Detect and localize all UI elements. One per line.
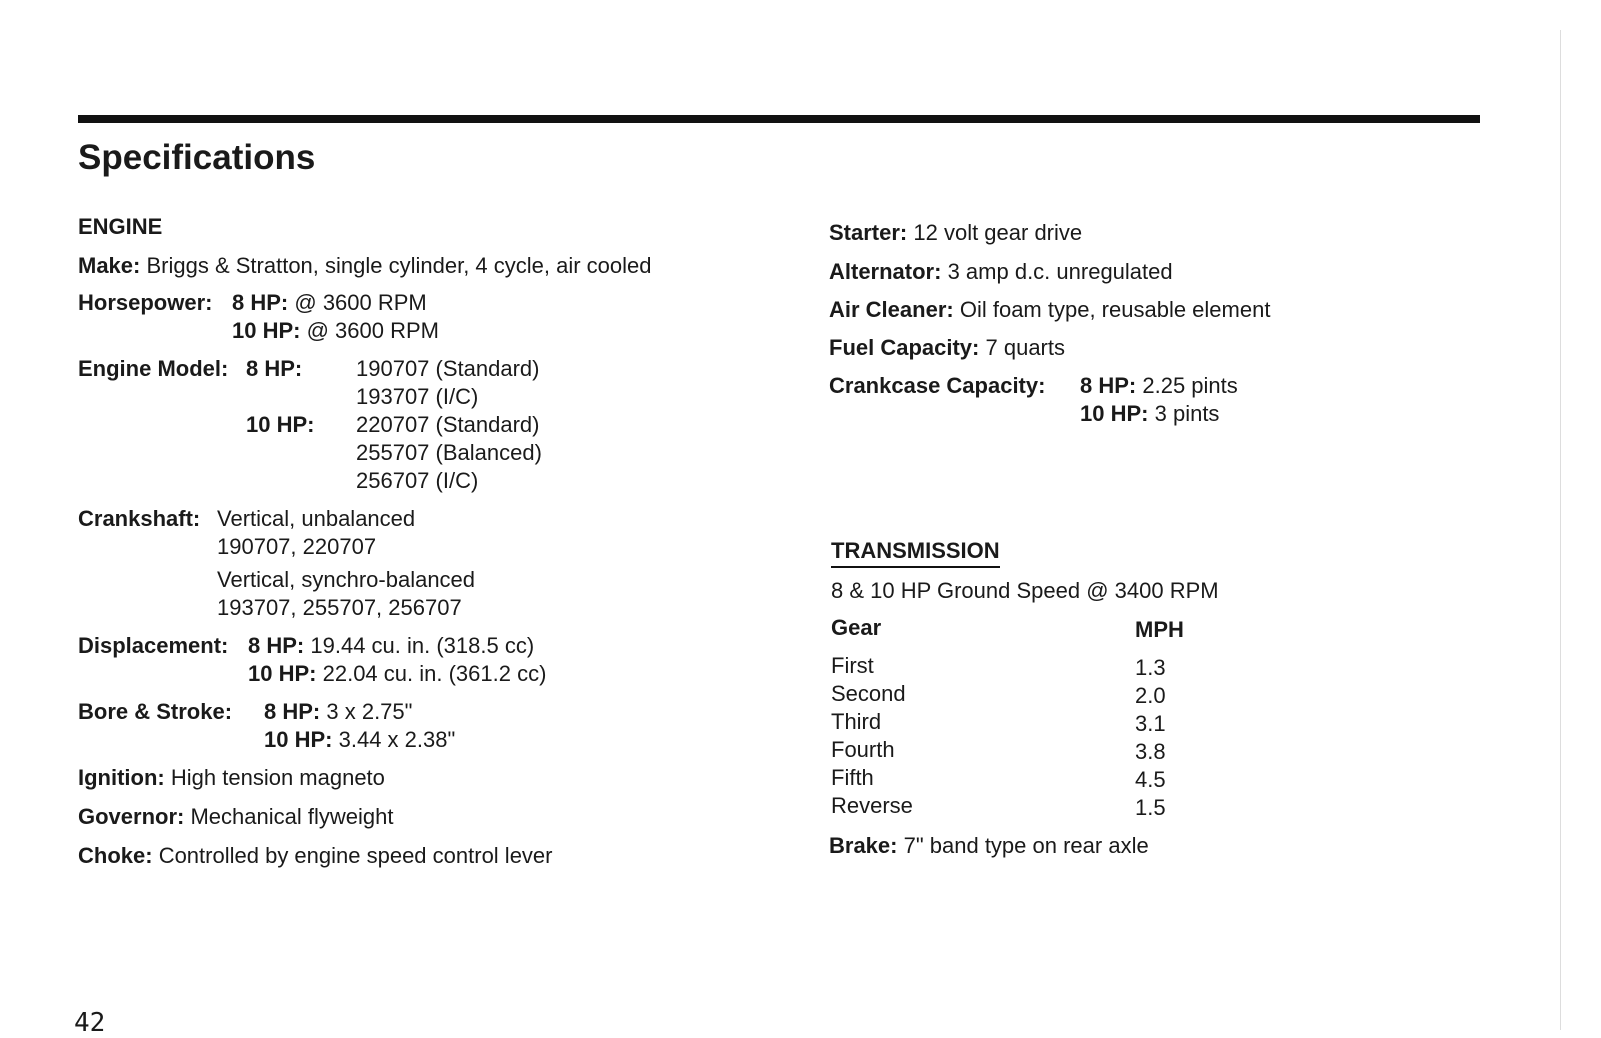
engine-model-value: 255707 (Balanced) bbox=[356, 440, 542, 465]
ignition-label: Ignition: bbox=[78, 765, 165, 790]
gear-mph: 3.1 bbox=[1135, 711, 1166, 736]
disp8-row bbox=[248, 632, 534, 660]
bore8-value: 3 x 2.75" bbox=[326, 699, 413, 724]
bore10-label: 10 HP: bbox=[264, 727, 333, 752]
crankshaft-line: Vertical, synchro-balanced bbox=[217, 567, 476, 592]
hp10-label: 10 HP: bbox=[232, 318, 301, 343]
choke-label: Choke: bbox=[78, 843, 153, 868]
crankshaft-line: 193707, 255707, 256707 bbox=[217, 595, 462, 620]
hp10-value: @ 3600 RPM bbox=[306, 318, 439, 343]
engine-model-value: 193707 (I/C) bbox=[356, 384, 479, 409]
crankcase10-value: 3 pints bbox=[1154, 401, 1220, 426]
brake-row bbox=[829, 832, 1149, 860]
gear-header: Gear bbox=[831, 615, 882, 640]
crankcase8-label: 8 HP: bbox=[1080, 373, 1137, 398]
disp10-row bbox=[248, 660, 546, 688]
engine-model-label: Engine Model: bbox=[78, 356, 229, 381]
bore8-row bbox=[264, 698, 412, 726]
gear-name: Second bbox=[831, 681, 906, 706]
fuel-capacity-value: 7 quarts bbox=[985, 335, 1065, 360]
air-cleaner-value: Oil foam type, reusable element bbox=[959, 297, 1271, 322]
choke-value: Controlled by engine speed control lever bbox=[158, 843, 553, 868]
disp8-label: 8 HP: bbox=[248, 633, 305, 658]
crankcase10-label: 10 HP: bbox=[1080, 401, 1149, 426]
bore10-value: 3.44 x 2.38" bbox=[338, 727, 456, 752]
transmission-heading: TRANSMISSION bbox=[831, 538, 1000, 568]
crankshaft-label: Crankshaft: bbox=[78, 506, 201, 531]
gear-mph: 3.8 bbox=[1135, 739, 1166, 764]
starter-label: Starter: bbox=[829, 220, 908, 245]
ignition-row bbox=[78, 764, 385, 792]
gear-name: Reverse bbox=[831, 793, 913, 818]
gear-mph: 2.0 bbox=[1135, 683, 1166, 708]
brake-value: 7" band type on rear axle bbox=[903, 833, 1149, 858]
alternator-label: Alternator: bbox=[829, 259, 942, 284]
engine-heading: ENGINE bbox=[78, 214, 163, 239]
fuel-capacity-label: Fuel Capacity: bbox=[829, 335, 980, 360]
starter-row bbox=[829, 219, 1082, 247]
gear-mph: 4.5 bbox=[1135, 767, 1166, 792]
bore-stroke-label: Bore & Stroke: bbox=[78, 699, 233, 724]
disp10-label: 10 HP: bbox=[248, 661, 317, 686]
gear-mph: 1.5 bbox=[1135, 795, 1166, 820]
brake-label: Brake: bbox=[829, 833, 898, 858]
governor-value: Mechanical flyweight bbox=[190, 804, 394, 829]
horsepower-label: Horsepower: bbox=[78, 290, 213, 315]
choke-row bbox=[78, 842, 553, 870]
fuel-capacity-row bbox=[829, 334, 1065, 362]
make-value: Briggs & Stratton, single cylinder, 4 cycle, air cooled bbox=[146, 253, 652, 278]
disp8-value: 19.44 cu. in. (318.5 cc) bbox=[310, 633, 535, 658]
bore8-label: 8 HP: bbox=[264, 699, 321, 724]
governor-label: Governor: bbox=[78, 804, 185, 829]
gear-mph: 1.3 bbox=[1135, 655, 1166, 680]
crankshaft-line: 190707, 220707 bbox=[217, 534, 377, 559]
air-cleaner-label: Air Cleaner: bbox=[829, 297, 954, 322]
crankshaft-line: Vertical, unbalanced bbox=[217, 506, 416, 531]
hp8-value: @ 3600 RPM bbox=[294, 290, 427, 315]
page-title: Specifications bbox=[78, 138, 316, 177]
bore10-row bbox=[264, 726, 455, 754]
alternator-value: 3 amp d.c. unregulated bbox=[947, 259, 1173, 284]
page-number: 42 bbox=[74, 1008, 106, 1038]
mph-header: MPH bbox=[1135, 617, 1184, 642]
make-row bbox=[78, 252, 652, 280]
gear-name: First bbox=[831, 653, 874, 678]
gear-name: Fifth bbox=[831, 765, 874, 790]
governor-row bbox=[78, 803, 393, 831]
page-edge bbox=[1560, 30, 1561, 1030]
hp8-label: 8 HP: bbox=[232, 290, 289, 315]
engine-model-8-label: 8 HP: bbox=[246, 356, 303, 381]
make-label: Make: bbox=[78, 253, 141, 278]
crankcase10-row bbox=[1080, 400, 1219, 428]
crankcase-label: Crankcase Capacity: bbox=[829, 373, 1046, 398]
engine-model-value: 256707 (I/C) bbox=[356, 468, 479, 493]
alternator-row bbox=[829, 258, 1173, 286]
crankcase8-row bbox=[1080, 372, 1238, 400]
displacement-label: Displacement: bbox=[78, 633, 229, 658]
hp10-row bbox=[232, 317, 439, 345]
gear-name: Fourth bbox=[831, 737, 895, 762]
starter-value: 12 volt gear drive bbox=[913, 220, 1083, 245]
transmission-subtitle: 8 & 10 HP Ground Speed @ 3400 RPM bbox=[831, 578, 1219, 603]
engine-model-value: 220707 (Standard) bbox=[356, 412, 540, 437]
gear-name: Third bbox=[831, 709, 882, 734]
engine-model-10-label: 10 HP: bbox=[246, 412, 315, 437]
air-cleaner-row bbox=[829, 296, 1270, 324]
top-rule bbox=[78, 115, 1480, 123]
engine-model-value: 190707 (Standard) bbox=[356, 356, 540, 381]
hp8-row bbox=[232, 289, 427, 317]
ignition-value: High tension magneto bbox=[170, 765, 385, 790]
disp10-value: 22.04 cu. in. (361.2 cc) bbox=[322, 661, 547, 686]
crankcase8-value: 2.25 pints bbox=[1142, 373, 1238, 398]
